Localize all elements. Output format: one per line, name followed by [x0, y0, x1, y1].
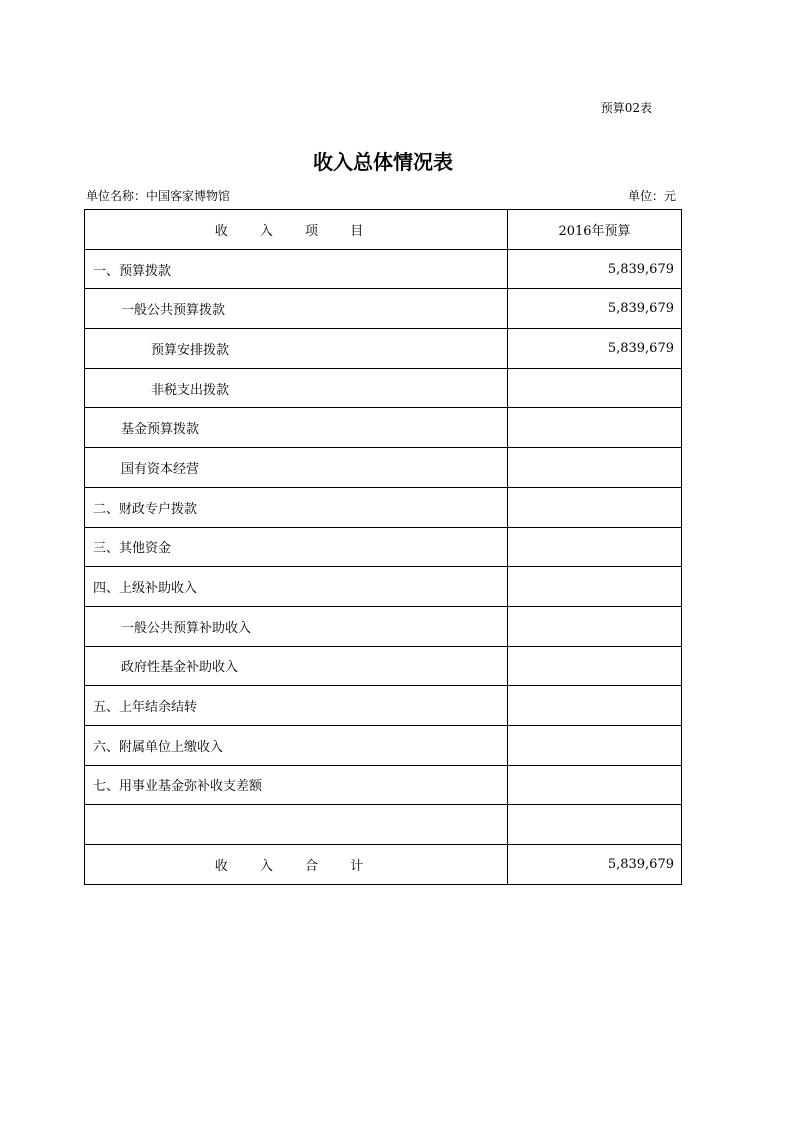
total-amount: 5,839,679: [508, 845, 682, 885]
row-label: 五、上年结余结转: [85, 686, 508, 726]
table-row: [85, 329, 682, 369]
table-row: [85, 805, 682, 845]
row-label: [85, 805, 508, 845]
row-label: 四、上级补助收入: [85, 567, 508, 607]
unit-name: 单位名称：中国客家博物馆: [86, 189, 231, 203]
row-label: 国有资本经营: [85, 448, 508, 488]
row-amount: 5,839,679: [508, 249, 682, 289]
total-label-cell: [85, 845, 508, 885]
row-amount: [508, 765, 682, 805]
row-amount: [508, 527, 682, 567]
row-label: 一般公共预算拨款: [85, 289, 508, 329]
table-row: [85, 368, 682, 408]
table-header-row: [85, 210, 682, 250]
header-budget-2016: 2016年预算: [508, 210, 682, 250]
row-label: 一般公共预算补助收入: [85, 606, 508, 646]
row-amount: [508, 805, 682, 845]
table-row: [85, 606, 682, 646]
row-label: 七、用事业基金弥补收支差额: [85, 765, 508, 805]
row-amount: 5,839,679: [508, 289, 682, 329]
row-label: 预算安排拨款: [85, 329, 508, 369]
table-row: [85, 567, 682, 607]
table-row: [85, 249, 682, 289]
total-label: 收 入 合 计: [214, 858, 378, 874]
header-income-item-text: 收 入 项 目: [214, 223, 378, 239]
table-row: [85, 765, 682, 805]
row-amount: [508, 646, 682, 686]
table-row: [85, 725, 682, 765]
row-amount: [508, 567, 682, 607]
row-amount: [508, 725, 682, 765]
row-label: 二、财政专户拨款: [85, 487, 508, 527]
table-row: [85, 289, 682, 329]
row-label: 三、其他资金: [85, 527, 508, 567]
table-row: [85, 487, 682, 527]
table-row: [85, 408, 682, 448]
row-label: 政府性基金补助收入: [85, 646, 508, 686]
income-table: [84, 209, 682, 885]
meta-row: [86, 187, 676, 204]
row-label: 六、附属单位上缴收入: [85, 725, 508, 765]
total-row: [85, 845, 682, 885]
row-label: 基金预算拨款: [85, 408, 508, 448]
header-income-item: [85, 210, 508, 250]
row-amount: [508, 606, 682, 646]
page-title: 收入总体情况表: [313, 150, 453, 174]
row-amount: 5,839,679: [508, 329, 682, 369]
table-row: [85, 448, 682, 488]
row-amount: [508, 408, 682, 448]
row-label: 一、预算拨款: [85, 249, 508, 289]
table-row: [85, 646, 682, 686]
row-amount: [508, 448, 682, 488]
table-row: [85, 686, 682, 726]
row-amount: [508, 368, 682, 408]
row-amount: [508, 686, 682, 726]
form-number: 预算02表: [600, 101, 652, 115]
row-label: 非税支出拨款: [85, 368, 508, 408]
table-row: [85, 527, 682, 567]
row-amount: [508, 487, 682, 527]
currency-unit: 单位：元: [627, 189, 676, 203]
